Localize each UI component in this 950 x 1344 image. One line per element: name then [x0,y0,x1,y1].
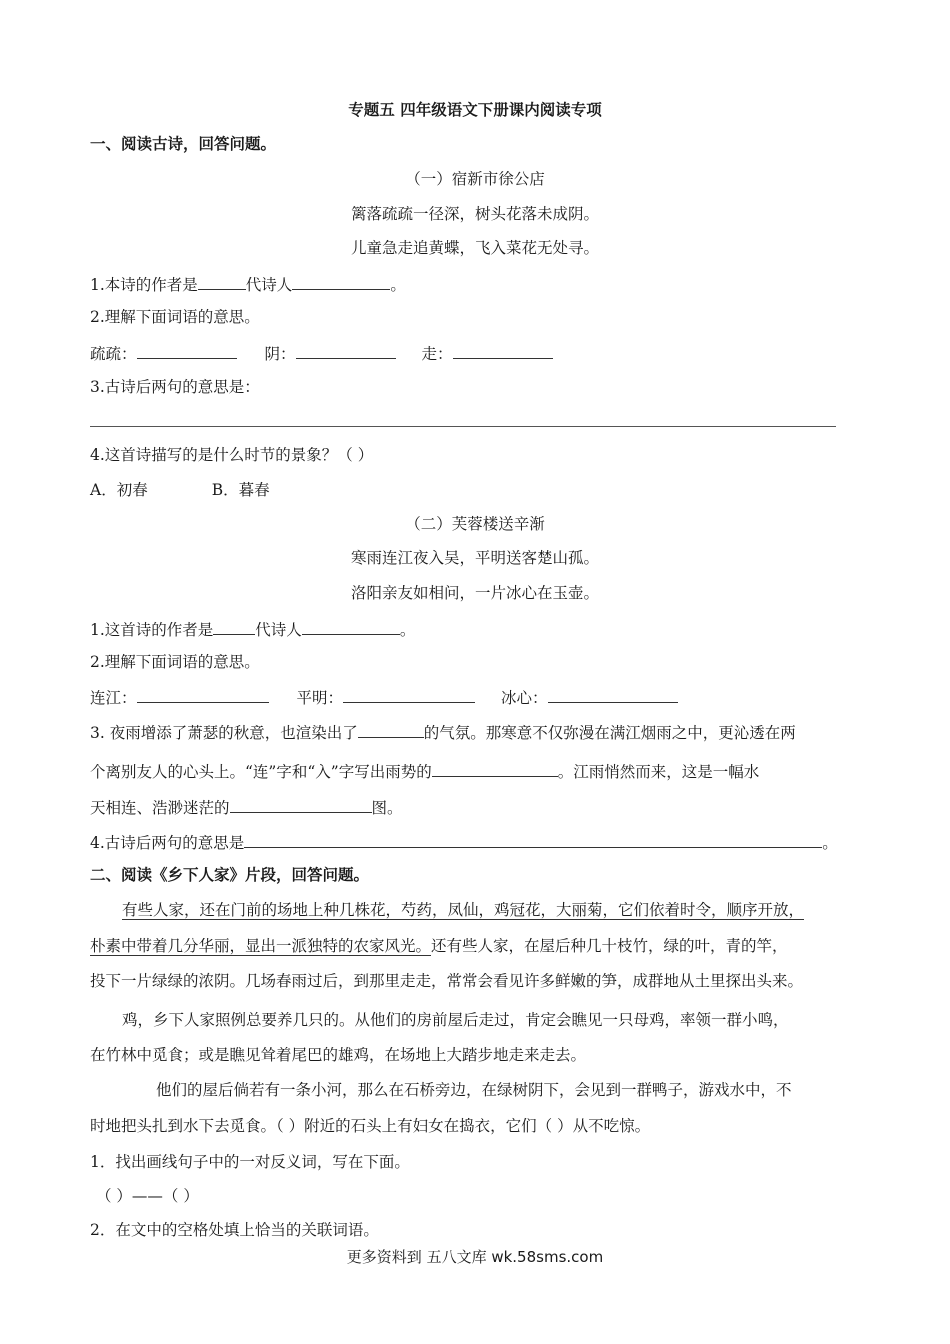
answer-blank[interactable] [137,686,269,703]
poem1-question1 [90,273,406,295]
q1-text-b: 代诗人 [255,621,302,639]
poem2-question3-line1 [90,721,796,743]
poem2-question3-line3 [90,796,403,818]
passage-p2-line1: 鸡，乡下人家照例总要养几只的。从他们的房前屋后走过，肯定会瞧见一只母鸡，率领一群小鸣， [122,1011,789,1029]
q4-text: 4.古诗后两句的意思是 [90,834,245,852]
q3-text: 。江雨悄然而来，这是一幅水 [557,763,760,781]
q3-text: 的气氛。那寒意不仅弥漫在满江烟雨之中，更沁透在两 [423,724,796,742]
q3-text: 天相连、浩渺迷茫的 [90,799,230,817]
footer-text: 更多资料到 五八文库 wk.58sms.com [346,1248,604,1266]
q3-text: 图。 [371,799,403,817]
q1-text-a: 1.这首诗的作者是 [90,621,214,639]
word-label: 阴： [264,345,296,363]
poem1-line1: 篱落疏疏一径深，树头花落未成阴。 [350,205,599,223]
answer-blank[interactable] [213,618,255,635]
answer-blank[interactable] [358,721,424,738]
q1-text-c: 。 [390,276,406,294]
q4-text: 。 [822,834,838,852]
passage-p3-line1: 他们的屋后倘若有一条小河，那么在石桥旁边，在绿树阴下，会见到一群鸭子，游戏水中，不 [156,1081,792,1099]
q3-text: 3. 夜雨增添了萧瑟的秋意，也渲染出了 [90,724,358,742]
page-title: 专题五 四年级语文下册课内阅读专项 [348,101,602,119]
answer-blank[interactable] [302,618,400,635]
passage-p1-line1 [122,900,804,920]
poem2-question3-line2 [90,760,759,782]
answer-blank[interactable] [548,686,678,703]
poem2-question2: 2.理解下面词语的意思。 [90,653,260,671]
passage-p3-line2: 时地把头扎到水下去觅食。（ ）附近的石头上有妇女在捣衣，它们（ ）从不吃惊。 [90,1117,651,1135]
passage-text: 还有些人家，在屋后种几十枝竹，绿的叶，青的竿， [431,937,788,955]
poem2-line2: 洛阳亲友如相问，一片冰心在玉壶。 [350,584,599,602]
antonym-answer-slots[interactable]: （ ）——（ ） [96,1187,199,1205]
section2-heading: 二、阅读《乡下人家》片段，回答问题。 [90,866,370,884]
option-a[interactable]: A．初春 [90,481,148,499]
option-b[interactable]: B．暮春 [211,481,270,499]
word-label: 冰心： [501,689,548,707]
answer-blank[interactable] [137,342,237,359]
poem2-question4 [90,831,838,853]
poem1-options [90,480,270,500]
word-label: 平明： [296,689,344,707]
q1-text-c: 。 [399,621,416,639]
answer-blank[interactable] [244,831,822,848]
poem2-word-meanings [90,686,678,708]
section1-heading: 一、阅读古诗，回答问题。 [90,135,277,153]
answer-blank[interactable] [198,273,246,290]
answer-blank[interactable] [296,342,396,359]
answer-blank[interactable] [343,686,475,703]
answer-blank[interactable] [453,342,553,359]
section2-question2: 2．在文中的空格处填上恰当的关联词语。 [90,1221,379,1239]
poem1-word-meanings [90,342,553,364]
poem1-line2: 儿童急走追黄蝶，飞入菜花无处寻。 [350,239,599,257]
q1-text-b: 代诗人 [245,276,293,294]
passage-p1-line3: 投下一片绿绿的浓阴。几场春雨过后，到那里走走，常常会看见许多鲜嫩的笋，成群地从土里探出头来。 [90,972,804,990]
underlined-sentence: 朴素中带着几分华丽，显出一派独特的农家风光。 [90,937,432,955]
poem2-line1: 寒雨连江夜入吴，平明送客楚山孤。 [350,549,599,567]
word-label: 连江： [90,689,137,707]
poem2-title: （二）芙蓉楼送辛渐 [405,515,545,533]
q1-text-a: 1.本诗的作者是 [90,276,198,294]
answer-blank[interactable] [230,796,372,813]
poem2-question1 [90,618,415,640]
underlined-sentence: 有些人家，还在门前的场地上种几株花，芍药，凤仙，鸡冠花，大丽菊，它们依着时令，顺序开放， [122,901,805,919]
answer-line[interactable] [90,426,836,427]
passage-p1-line2 [90,936,788,956]
passage-p2-line2: 在竹林中觅食；或是瞧见耸着尾巴的雄鸡，在场地上大踏步地走来走去。 [90,1046,587,1064]
poem1-question3: 3.古诗后两句的意思是： [90,378,260,396]
section2-question1: 1．找出画线句子中的一对反义词，写在下面。 [90,1153,410,1171]
word-label: 走： [421,345,453,363]
q3-text: 个离别友人的心头上。“连”字和“入”字写出雨势的 [90,763,432,781]
poem1-title: （一）宿新市徐公店 [405,170,545,188]
poem1-question4: 4.这首诗描写的是什么时节的景象？（ ） [90,446,374,464]
answer-blank[interactable] [292,273,390,290]
answer-blank[interactable] [432,760,558,777]
word-label: 疏疏： [90,345,137,363]
poem1-question2: 2.理解下面词语的意思。 [90,308,260,326]
